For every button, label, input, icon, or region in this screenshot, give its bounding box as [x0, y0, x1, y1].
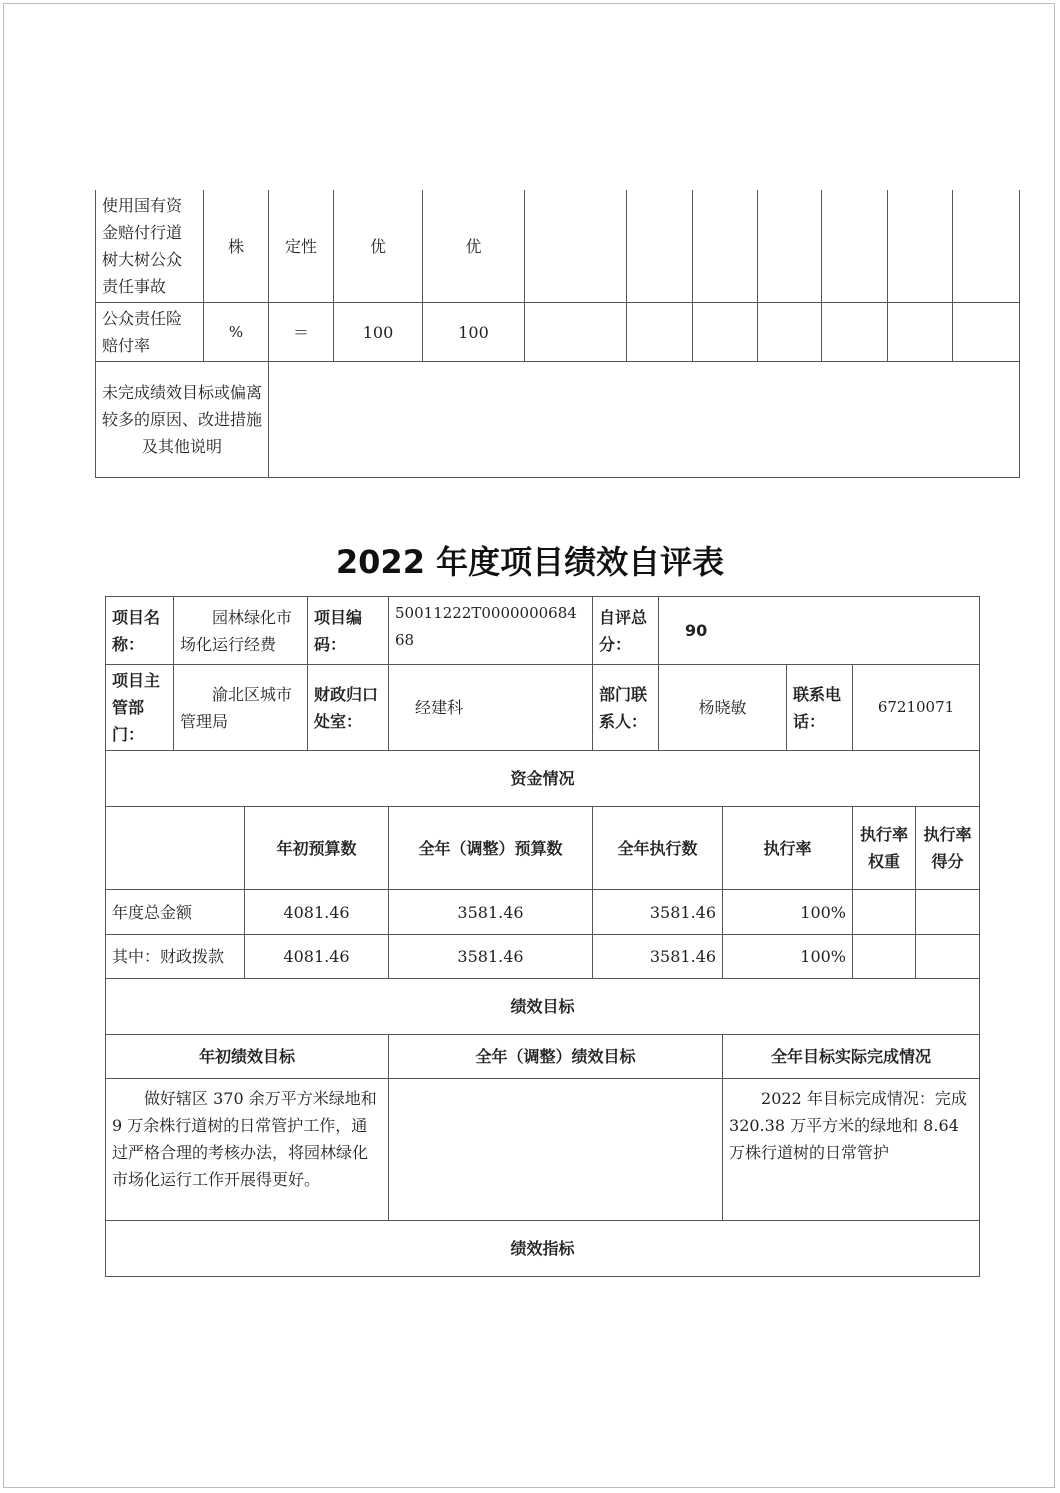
indicators-section-header: 绩效指标: [106, 1221, 980, 1277]
funds-row-label: 年度总金额: [106, 890, 245, 935]
empty-cell: [888, 303, 953, 362]
goals-section-header: 绩效目标: [106, 979, 980, 1035]
funds-header-blank: [106, 807, 245, 890]
goals-header-initial: 年初绩效目标: [106, 1035, 389, 1079]
project-code-value: 50011222T000000068468: [389, 597, 593, 665]
note-label-cell: 未完成绩效目标或偏离较多的原因、改进措施及其他说明: [96, 362, 269, 478]
funds-row-score: [916, 935, 980, 979]
contact-value: 杨晓敏: [659, 665, 787, 751]
funds-header-weight: 执行率权重: [853, 807, 916, 890]
empty-cell: [627, 190, 693, 303]
empty-cell: [525, 303, 627, 362]
funds-header-score: 执行率得分: [916, 807, 980, 890]
indicator-actual-cell: 100: [423, 303, 525, 362]
empty-cell: [953, 303, 1020, 362]
indicator-target-cell: 100: [334, 303, 423, 362]
empty-cell: [693, 190, 758, 303]
score-value: 90: [659, 597, 980, 665]
funds-row-adjusted: 3581.46: [389, 890, 593, 935]
funds-row-executed: 3581.46: [593, 890, 723, 935]
score-label: 自评总分：: [593, 597, 659, 665]
indicator-target-cell: 优: [334, 190, 423, 303]
empty-cell: [525, 190, 627, 303]
table-row: [106, 890, 980, 935]
funds-header-rate: 执行率: [723, 807, 853, 890]
phone-label: 联系电话：: [787, 665, 853, 751]
empty-cell: [693, 303, 758, 362]
form-title: 2022 年度项目绩效自评表: [335, 543, 725, 581]
funds-row-adjusted: 3581.46: [389, 935, 593, 979]
project-name-label: 项目名称：: [106, 597, 174, 665]
note-value-cell: [269, 362, 1020, 478]
dept-value: 渝北区城市管理局: [174, 665, 308, 751]
empty-cell: [627, 303, 693, 362]
funds-row-initial: 4081.46: [245, 935, 389, 979]
project-code-label: 项目编码：: [308, 597, 389, 665]
empty-cell: [822, 190, 888, 303]
funds-row-initial: 4081.46: [245, 890, 389, 935]
goals-actual-text: 2022 年目标完成情况：完成 320.38 万平方米的绿地和 8.64 万株行道树的日常管护: [723, 1079, 980, 1221]
empty-cell: [758, 303, 822, 362]
funds-header-executed: 全年执行数: [593, 807, 723, 890]
self-evaluation-table: [105, 596, 980, 1277]
table-row: [106, 935, 980, 979]
funds-row-score: [916, 890, 980, 935]
funds-section-header: 资金情况: [106, 751, 980, 807]
empty-cell: [822, 303, 888, 362]
goals-initial-text: 做好辖区 370 余万平方米绿地和 9 万余株行道树的日常管护工作，通过严格合理的考核办法，将园林绿化市场化运行工作开展得更好。: [106, 1079, 389, 1221]
funds-row-weight: [853, 890, 916, 935]
funds-header-initial: 年初预算数: [245, 807, 389, 890]
previous-indicator-table: [95, 190, 1020, 478]
empty-cell: [758, 190, 822, 303]
funds-row-rate: 100%: [723, 935, 853, 979]
finance-value: 经建科: [389, 665, 593, 751]
indicator-unit-cell: 株: [204, 190, 269, 303]
funds-row-label: 其中：财政拨款: [106, 935, 245, 979]
indicator-name-cell: 使用国有资金赔付行道树大树公众责任事故: [96, 190, 204, 303]
funds-row-weight: [853, 935, 916, 979]
indicator-op-cell: ＝: [269, 303, 334, 362]
goals-header-adjusted: 全年（调整）绩效目标: [389, 1035, 723, 1079]
funds-row-executed: 3581.46: [593, 935, 723, 979]
indicator-unit-cell: %: [204, 303, 269, 362]
indicator-name-cell: 公众责任险赔付率: [96, 303, 204, 362]
project-name-value: 园林绿化市场化运行经费: [174, 597, 308, 665]
dept-label: 项目主管部门：: [106, 665, 174, 751]
funds-row-rate: 100%: [723, 890, 853, 935]
phone-value: 67210071: [853, 665, 980, 751]
empty-cell: [888, 190, 953, 303]
empty-cell: [953, 190, 1020, 303]
indicator-actual-cell: 优: [423, 190, 525, 303]
goals-header-actual: 全年目标实际完成情况: [723, 1035, 980, 1079]
goals-adjusted-text: [389, 1079, 723, 1221]
indicator-op-cell: 定性: [269, 190, 334, 303]
finance-label: 财政归口处室：: [308, 665, 389, 751]
funds-header-adjusted: 全年（调整）预算数: [389, 807, 593, 890]
contact-label: 部门联系人：: [593, 665, 659, 751]
